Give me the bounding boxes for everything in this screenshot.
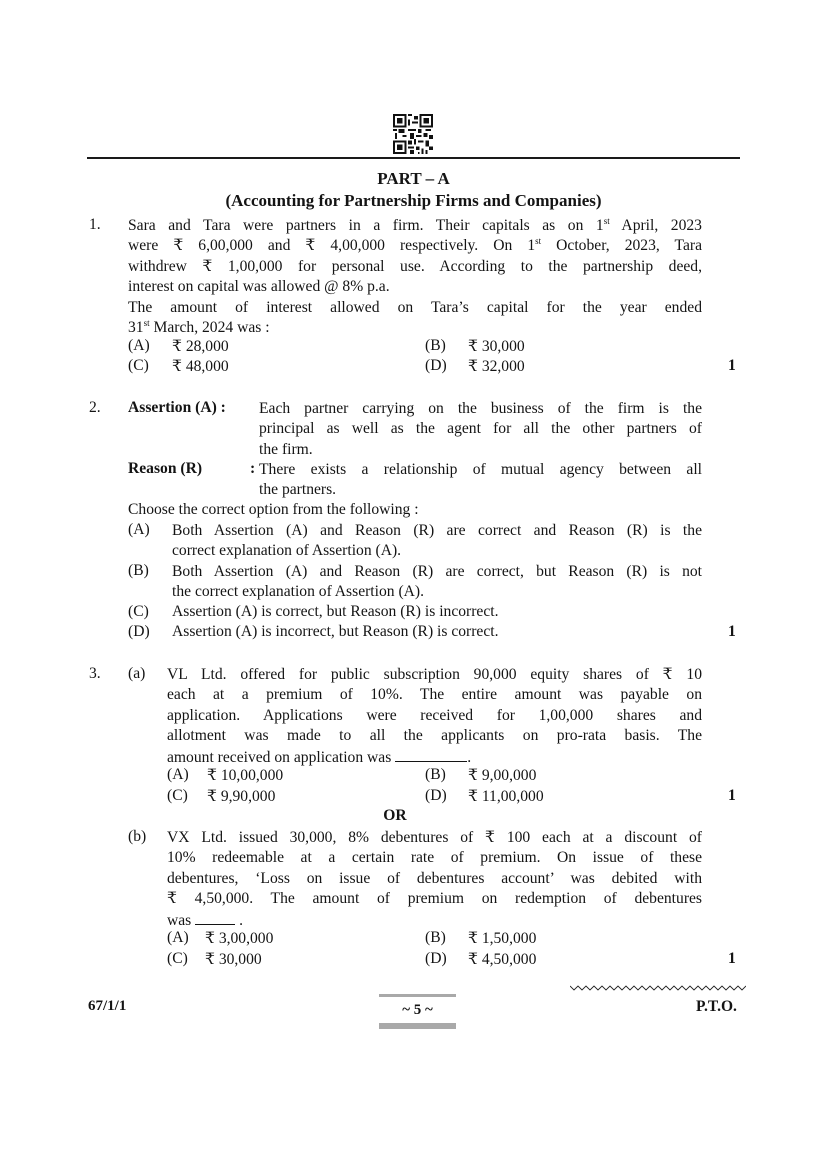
question-number: 1. (89, 216, 101, 233)
option-value: ₹ 30,000 (205, 951, 262, 968)
marks: 1 (728, 623, 736, 640)
option-label: (C) (128, 357, 149, 374)
option-value: ₹ 1,50,000 (468, 930, 537, 947)
option-value: ₹ 9,00,000 (468, 767, 537, 784)
question-line: allotment was made to all the applicants on pro-rata basis. The (167, 727, 702, 745)
option-line: Both Assertion (A) and Reason (R) are correct and Reason (R) is the (172, 522, 702, 539)
assertion-line: principal as well as the agent for all the other partners of (259, 420, 702, 438)
assertion-line: Each partner carrying on the business of the firm is the (259, 400, 702, 417)
question-line: VX Ltd. issued 30,000, 8% debentures of ₹ 100 each at a discount of (167, 829, 702, 846)
option-label: (A) (128, 337, 150, 354)
question-line: 31st March, 2024 was : (128, 317, 270, 336)
option-line: Both Assertion (A) and Reason (R) are correct, but Reason (R) is not (172, 563, 702, 580)
option-label: (D) (425, 787, 447, 804)
assertion-label: Assertion (A) : (128, 399, 226, 416)
page-number: ~ 5 ~ (402, 1002, 433, 1018)
reason-line: There exists a relationship of mutual agency between all (259, 461, 702, 478)
paper-code: 67/1/1 (88, 998, 127, 1014)
option-label: (B) (128, 562, 149, 579)
question-number: 3. (89, 665, 101, 682)
option-label: (D) (128, 623, 150, 640)
question-line: ₹ 4,50,000. The amount of premium on redemption of debentures (167, 890, 702, 908)
option-text (172, 521, 702, 562)
question-line: were ₹ 6,00,000 and ₹ 4,00,000 respectively. On 1st October, 2023, Tara (128, 236, 703, 255)
option-label: (D) (425, 950, 447, 967)
marks: 1 (728, 357, 736, 374)
page-bar-bottom (379, 1023, 456, 1029)
option-label: (B) (425, 337, 446, 354)
page-number-box (379, 994, 456, 1030)
marks: 1 (728, 787, 736, 804)
sub-question-label: (a) (128, 665, 146, 682)
option-text (172, 562, 702, 603)
question-line: The amount of interest allowed on Tara’s capital for the year ended (128, 298, 702, 316)
pto-label: P.T.O. (696, 998, 737, 1015)
part-subtitle: (Accounting for Partnership Firms and Companies) (225, 191, 602, 210)
question-line: application. Applications were received for 1,00,000 shares and (167, 706, 702, 724)
reason-label: Reason (R) (128, 460, 203, 477)
question-line: 10% redeemable at a certain rate of premium. On issue of these (167, 849, 702, 867)
header-rule (87, 157, 740, 159)
option-label: (B) (425, 929, 446, 946)
option-value: ₹ 11,00,000 (468, 788, 544, 805)
qr-code-icon (393, 114, 433, 154)
question-line: VL Ltd. offered for public subscription 90,000 equity shares of ₹ 10 (167, 666, 702, 683)
marks: 1 (728, 950, 736, 967)
sub-question-label: (b) (128, 828, 147, 845)
option-label: (A) (128, 521, 150, 538)
option-value: ₹ 3,00,000 (205, 930, 274, 947)
or-separator: OR (383, 807, 407, 824)
option-value: ₹ 30,000 (468, 338, 525, 355)
question-line: debentures, ‘Loss on issue of debentures account’ was debited with (167, 869, 702, 887)
page-bar-top (379, 994, 456, 997)
option-value: ₹ 32,000 (468, 358, 525, 375)
option-value: ₹ 4,50,000 (468, 951, 537, 968)
question-3a-text (167, 665, 702, 767)
option-value: ₹ 28,000 (172, 338, 229, 355)
question-line: withdrew ₹ 1,00,000 for personal use. According to the partnership deed, (128, 257, 702, 275)
option-value: ₹ 10,00,000 (207, 767, 284, 784)
wavy-divider (570, 984, 746, 992)
option-label: (C) (128, 603, 149, 620)
instruction-text: Choose the correct option from the following : (128, 501, 419, 518)
question-line: amount received on application was . (167, 748, 472, 766)
option-label: (D) (425, 357, 447, 374)
option-label: (C) (167, 950, 188, 967)
option-text: Assertion (A) is correct, but Reason (R) is incorrect. (172, 603, 499, 620)
assertion-line: the firm. (259, 440, 313, 458)
option-label: (A) (167, 929, 189, 946)
option-label: (C) (167, 787, 188, 804)
question-3b-text (167, 828, 702, 930)
question-line: was . (167, 911, 243, 929)
option-text: Assertion (A) is incorrect, but Reason (R) is correct. (172, 623, 499, 640)
assertion-text (259, 399, 702, 460)
question-line: Sara and Tara were partners in a firm. Their capitals as on 1st April, 2023 (128, 216, 702, 234)
option-value: ₹ 9,90,000 (207, 788, 276, 805)
answer-blank (195, 910, 235, 925)
option-value: ₹ 48,000 (172, 358, 229, 375)
reason-line: the partners. (259, 481, 337, 499)
question-number: 2. (89, 399, 101, 416)
question-line: each at a premium of 10%. The entire amount was payable on (167, 686, 702, 704)
reason-text (259, 460, 702, 501)
reason-colon: : (250, 460, 256, 477)
option-label: (B) (425, 766, 446, 783)
option-line: the correct explanation of Assertion (A). (172, 583, 425, 601)
part-title: PART – A (377, 169, 450, 188)
question-line: interest on capital was allowed @ 8% p.a. (128, 278, 390, 296)
option-line: correct explanation of Assertion (A). (172, 542, 402, 560)
answer-blank (395, 747, 467, 762)
question-1-text (128, 216, 702, 338)
option-label: (A) (167, 766, 189, 783)
